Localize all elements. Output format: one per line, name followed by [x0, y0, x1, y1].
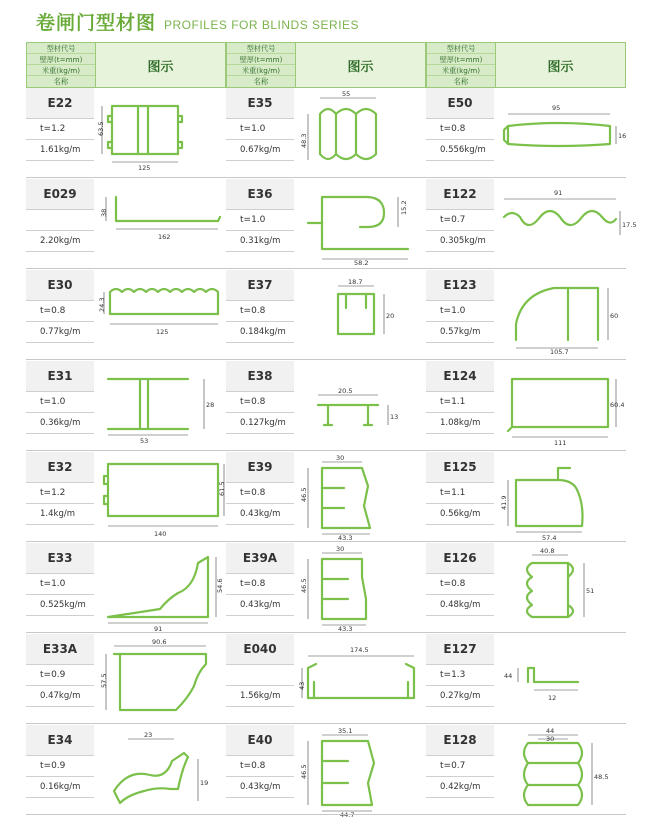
meter-weight: 0.47kg/m — [26, 686, 94, 707]
profile-outline — [528, 668, 578, 682]
wall-thickness: t=1.0 — [426, 301, 494, 322]
row-divider — [226, 268, 426, 269]
header-key: 米重(kg/m) — [427, 65, 495, 76]
row-divider — [226, 541, 426, 542]
dimension-label: 44 — [546, 727, 555, 735]
dimension-line — [308, 462, 370, 534]
dimension-label: 23 — [144, 731, 153, 739]
meter-weight: 0.31kg/m — [226, 231, 294, 252]
dimension-label: 48.5 — [594, 773, 609, 781]
profile-row — [226, 634, 426, 724]
profile-code: E125 — [426, 452, 494, 483]
profile-diagram — [298, 365, 424, 447]
profile-info — [426, 543, 494, 631]
row-divider — [26, 632, 226, 633]
profile-info — [26, 270, 94, 358]
dimension-label: 140 — [154, 530, 167, 538]
dimension-label: 20.5 — [338, 387, 353, 395]
dimension-label: 111 — [554, 439, 567, 447]
dimension-label: 18.7 — [348, 278, 363, 286]
profiles-table — [26, 42, 637, 819]
row-divider — [226, 723, 426, 724]
profile-diagram — [298, 454, 424, 542]
profile-info — [226, 179, 294, 267]
header-key: 米重(kg/m) — [27, 65, 95, 76]
profile-outline — [322, 559, 366, 619]
meter-weight: 0.43kg/m — [226, 595, 294, 616]
profile-diagram — [498, 638, 624, 720]
profile-code: E31 — [26, 361, 94, 392]
profile-info — [226, 634, 294, 722]
dimension-label: 46.5 — [300, 487, 308, 502]
profile-outline — [508, 379, 608, 431]
row-divider — [26, 541, 226, 542]
profile-code: E39 — [226, 452, 294, 483]
dimension-label: 17.5 — [622, 221, 637, 229]
dimension-label: 30 — [546, 735, 555, 743]
meter-weight: 0.57kg/m — [426, 322, 494, 343]
wall-thickness: t=0.8 — [426, 119, 494, 140]
meter-weight: 0.36kg/m — [26, 413, 94, 434]
wall-thickness: t=1.3 — [426, 665, 494, 686]
wall-thickness: t=0.8 — [226, 301, 294, 322]
profile-diagram — [298, 274, 424, 356]
profile-info — [26, 452, 94, 540]
profile-code: E127 — [426, 634, 494, 665]
row-divider — [226, 450, 426, 451]
dimension-label: 44.7 — [340, 811, 355, 819]
profile-info — [426, 634, 494, 722]
meter-weight: 0.43kg/m — [226, 777, 294, 798]
dimension-label: 19 — [200, 779, 209, 787]
meter-weight: 0.48kg/m — [426, 595, 494, 616]
dimension-label: 58.2 — [354, 259, 369, 267]
dimension-label: 30 — [336, 545, 345, 553]
profile-outline — [504, 211, 616, 225]
profile-outline — [527, 563, 573, 617]
dimension-label: 57.5 — [100, 673, 108, 688]
profile-code: E124 — [426, 361, 494, 392]
meter-weight: 2.20kg/m — [26, 231, 94, 252]
profile-info — [426, 725, 494, 813]
header-key: 名称 — [53, 77, 69, 86]
header-key: 壁厚(t=mm) — [27, 54, 95, 65]
profile-outline — [308, 197, 408, 249]
column-header — [26, 42, 226, 88]
row-divider — [426, 814, 626, 815]
dimension-line — [106, 197, 218, 229]
row-divider — [26, 723, 226, 724]
profile-code: E36 — [226, 179, 294, 210]
dimension-label: 41.9 — [500, 495, 508, 510]
profile-info — [26, 179, 94, 267]
profile-outline — [108, 106, 182, 154]
dimension-label: 30 — [336, 454, 345, 462]
profile-diagram — [498, 183, 637, 265]
profile-row — [426, 725, 626, 815]
wall-thickness: t=0.8 — [226, 574, 294, 595]
profile-diagram — [98, 92, 224, 174]
meter-weight: 0.127kg/m — [226, 413, 294, 434]
profile-code: E34 — [26, 725, 94, 756]
profile-diagram — [498, 365, 624, 447]
profile-diagram — [498, 729, 624, 811]
profile-code: E122 — [426, 179, 494, 210]
dimension-label: 61.5 — [218, 481, 226, 496]
dimension-label: 12 — [548, 694, 557, 702]
dimension-label: 46.5 — [300, 578, 308, 593]
profile-row — [226, 452, 426, 542]
profile-code: E128 — [426, 725, 494, 756]
row-divider — [226, 359, 426, 360]
profile-row — [226, 179, 426, 269]
profile-row — [426, 179, 637, 269]
dimension-line — [508, 114, 616, 144]
dimension-label: 38 — [100, 208, 108, 217]
dimension-label: 90.6 — [152, 638, 167, 646]
wall-thickness: t=0.9 — [26, 756, 94, 777]
dimension-label: 20 — [386, 312, 395, 320]
dimension-label: 15.2 — [400, 200, 408, 215]
dimension-label: 51 — [586, 587, 595, 595]
wall-thickness: t=0.8 — [226, 756, 294, 777]
profile-row — [26, 270, 226, 360]
profile-info — [226, 361, 294, 449]
meter-weight: 0.67kg/m — [226, 140, 294, 161]
page-title — [36, 8, 359, 38]
header-key: 名称 — [253, 77, 269, 86]
meter-weight: 1.61kg/m — [26, 140, 94, 161]
meter-weight: 0.556kg/m — [426, 140, 494, 161]
column-left — [26, 42, 226, 818]
profile-row — [426, 452, 626, 542]
dimension-label: 105.7 — [550, 348, 569, 356]
profile-outline — [308, 664, 414, 698]
header-key: 型材代号 — [27, 43, 95, 54]
profile-code: E40 — [226, 725, 294, 756]
meter-weight: 0.43kg/m — [226, 504, 294, 525]
dimension-line — [508, 480, 582, 532]
profile-diagram — [298, 638, 424, 720]
profile-outline — [114, 753, 188, 803]
profile-info — [226, 725, 294, 813]
row-divider — [426, 177, 626, 178]
profile-info — [26, 634, 94, 722]
meter-weight: 0.42kg/m — [426, 777, 494, 798]
header-key: 型材代号 — [227, 43, 295, 54]
dimension-label: 63.5 — [97, 121, 105, 136]
dimension-label: 40.8 — [540, 547, 555, 555]
profile-diagram — [498, 456, 624, 542]
profile-row — [26, 452, 226, 542]
dimension-label: 46.5 — [300, 764, 308, 779]
wall-thickness — [226, 665, 294, 686]
dimension-line — [302, 656, 414, 698]
row-divider — [426, 268, 626, 269]
profile-code: E38 — [226, 361, 294, 392]
profile-diagram — [98, 365, 224, 447]
row-divider — [426, 359, 626, 360]
profile-outline — [504, 123, 610, 146]
wall-thickness: t=1.0 — [226, 119, 294, 140]
title-en: PROFILES FOR BLINDS SERIES — [164, 18, 360, 32]
dimension-line — [108, 557, 216, 623]
profile-code: E32 — [26, 452, 94, 483]
profile-outline — [516, 468, 583, 526]
row-divider — [26, 814, 226, 815]
column-middle — [226, 42, 426, 818]
profile-row — [26, 634, 226, 724]
dimension-label: 125 — [156, 328, 169, 336]
dimension-label: 43.3 — [338, 534, 353, 542]
profile-row — [226, 270, 426, 360]
profile-diagram — [498, 274, 624, 356]
profile-row — [226, 361, 426, 451]
header-keys — [227, 43, 296, 87]
dimension-label: 28 — [206, 401, 215, 409]
meter-weight: 0.16kg/m — [26, 777, 94, 798]
wall-thickness: t=1.1 — [426, 483, 494, 504]
meter-weight: 1.4kg/m — [26, 504, 94, 525]
profile-info — [426, 452, 494, 540]
header-diagram-label: 图示 — [496, 43, 625, 87]
meter-weight: 0.525kg/m — [26, 595, 94, 616]
column-header — [226, 42, 426, 88]
dimension-label: 13 — [390, 413, 399, 421]
profile-outline — [116, 197, 220, 221]
profile-outline — [110, 289, 218, 314]
profile-info — [226, 270, 294, 358]
meter-weight: 1.56kg/m — [226, 686, 294, 707]
header-key: 壁厚(t=mm) — [227, 54, 295, 65]
wall-thickness: t=1.0 — [226, 210, 294, 231]
dimension-label: 125 — [138, 164, 151, 172]
profile-code: E029 — [26, 179, 94, 210]
profile-diagram — [498, 547, 624, 629]
column-right — [426, 42, 637, 818]
profile-info — [226, 543, 294, 631]
profile-outline — [104, 464, 218, 516]
profile-outline — [108, 557, 208, 617]
dimension-line — [308, 735, 372, 811]
profile-diagram — [298, 545, 424, 633]
profile-code: E33 — [26, 543, 94, 574]
dimension-line — [104, 292, 218, 324]
wall-thickness: t=0.8 — [226, 483, 294, 504]
meter-weight: 0.77kg/m — [26, 322, 94, 343]
wall-thickness: t=1.2 — [26, 483, 94, 504]
profile-info — [26, 725, 94, 813]
profile-outline — [320, 109, 376, 159]
header-key: 米重(kg/m) — [227, 65, 295, 76]
dimension-label: 91 — [154, 625, 163, 633]
dimension-label: 91 — [554, 189, 563, 197]
profile-code: E126 — [426, 543, 494, 574]
profile-row — [226, 543, 426, 633]
dimension-label: 48.3 — [300, 133, 308, 148]
profile-info — [426, 88, 494, 176]
meter-weight: 0.56kg/m — [426, 504, 494, 525]
profile-code: E040 — [226, 634, 294, 665]
profile-code: E22 — [26, 88, 94, 119]
profile-outline — [114, 654, 206, 710]
wall-thickness: t=1.1 — [426, 392, 494, 413]
profile-diagram — [298, 92, 424, 174]
row-divider — [426, 450, 626, 451]
title-cn: 卷闸门型材图 — [36, 12, 157, 34]
wall-thickness: t=1.2 — [26, 119, 94, 140]
dimension-label: 43 — [298, 681, 306, 690]
wall-thickness: t=0.8 — [26, 301, 94, 322]
header-keys — [427, 43, 496, 87]
profile-info — [26, 361, 94, 449]
profile-outline — [322, 741, 374, 805]
row-divider — [426, 723, 626, 724]
dimension-label: 162 — [158, 233, 171, 241]
profile-row — [426, 543, 626, 633]
dimension-label: 53 — [140, 437, 149, 445]
profile-diagram — [98, 729, 224, 811]
profile-info — [426, 270, 494, 358]
profile-row — [226, 725, 426, 819]
profile-diagram — [298, 183, 424, 265]
wall-thickness: t=0.9 — [26, 665, 94, 686]
wall-thickness: t=0.7 — [426, 210, 494, 231]
profile-row — [26, 361, 226, 451]
dimension-line — [532, 555, 584, 617]
profile-code: E33A — [26, 634, 94, 665]
dimension-line — [108, 379, 204, 435]
profile-code: E50 — [426, 88, 494, 119]
profile-info — [226, 452, 294, 540]
header-diagram-label: 图示 — [96, 43, 225, 87]
dimension-label: 24.3 — [98, 297, 106, 312]
column-header — [426, 42, 626, 88]
profile-row — [26, 725, 226, 815]
row-divider — [26, 359, 226, 360]
header-key: 壁厚(t=mm) — [427, 54, 495, 65]
profile-outline — [516, 288, 598, 340]
profile-row — [226, 88, 426, 178]
row-divider — [226, 177, 426, 178]
profile-diagram — [98, 547, 224, 633]
dimension-line — [512, 379, 616, 437]
dimension-label: 60.4 — [610, 401, 625, 409]
profile-row — [426, 634, 626, 724]
wall-thickness: t=0.8 — [426, 574, 494, 595]
wall-thickness: t=1.0 — [26, 392, 94, 413]
dimension-label: 95 — [552, 104, 561, 112]
profile-diagram — [98, 456, 224, 538]
dimension-label: 44 — [504, 672, 513, 680]
row-divider — [26, 450, 226, 451]
header-diagram-label: 图示 — [296, 43, 425, 87]
dimension-label: 54.6 — [216, 578, 224, 593]
wall-thickness: t=0.8 — [226, 392, 294, 413]
profile-diagram — [98, 183, 224, 265]
meter-weight: 0.27kg/m — [426, 686, 494, 707]
meter-weight: 1.08kg/m — [426, 413, 494, 434]
dimension-line — [308, 553, 366, 625]
dimension-label: 35.1 — [338, 727, 353, 735]
dimension-label: 60 — [610, 312, 619, 320]
profile-code: E123 — [426, 270, 494, 301]
row-divider — [426, 541, 626, 542]
profile-row — [426, 361, 626, 451]
row-divider — [26, 268, 226, 269]
dimension-label: 16 — [618, 132, 627, 140]
wall-thickness: t=1.0 — [26, 574, 94, 595]
profile-diagram — [98, 274, 224, 356]
wall-thickness: t=0.7 — [426, 756, 494, 777]
profile-diagram — [298, 727, 424, 819]
profile-info — [26, 88, 94, 176]
profile-row — [426, 270, 626, 360]
profile-outline — [524, 743, 582, 805]
profile-code: E35 — [226, 88, 294, 119]
header-keys — [27, 43, 96, 87]
dimension-label: 174.5 — [350, 646, 369, 654]
row-divider — [226, 814, 426, 815]
profile-outline — [108, 379, 188, 429]
dimension-line — [516, 288, 608, 348]
profile-code: E37 — [226, 270, 294, 301]
profile-diagram — [98, 638, 224, 720]
meter-weight: 0.184kg/m — [226, 322, 294, 343]
row-divider — [226, 632, 426, 633]
header-key: 名称 — [453, 77, 469, 86]
profile-outline — [338, 294, 374, 334]
profile-code: E39A — [226, 543, 294, 574]
profile-outline — [322, 468, 370, 528]
dimension-line — [308, 98, 376, 160]
wall-thickness — [26, 210, 94, 231]
dimension-label: 43.3 — [338, 625, 353, 633]
dimension-label: 57.4 — [542, 534, 557, 542]
header-key: 型材代号 — [427, 43, 495, 54]
profile-info — [426, 361, 494, 449]
profile-info — [226, 88, 294, 176]
profile-row — [26, 179, 226, 269]
row-divider — [426, 632, 626, 633]
profile-info — [426, 179, 494, 267]
profile-row — [26, 543, 226, 633]
dimension-label: 55 — [342, 90, 351, 98]
profile-outline — [318, 405, 378, 425]
profile-row — [26, 88, 226, 178]
profile-diagram — [498, 92, 627, 174]
row-divider — [26, 177, 226, 178]
profile-info — [26, 543, 94, 631]
profile-row — [426, 88, 626, 178]
profile-code: E30 — [26, 270, 94, 301]
meter-weight: 0.305kg/m — [426, 231, 494, 252]
